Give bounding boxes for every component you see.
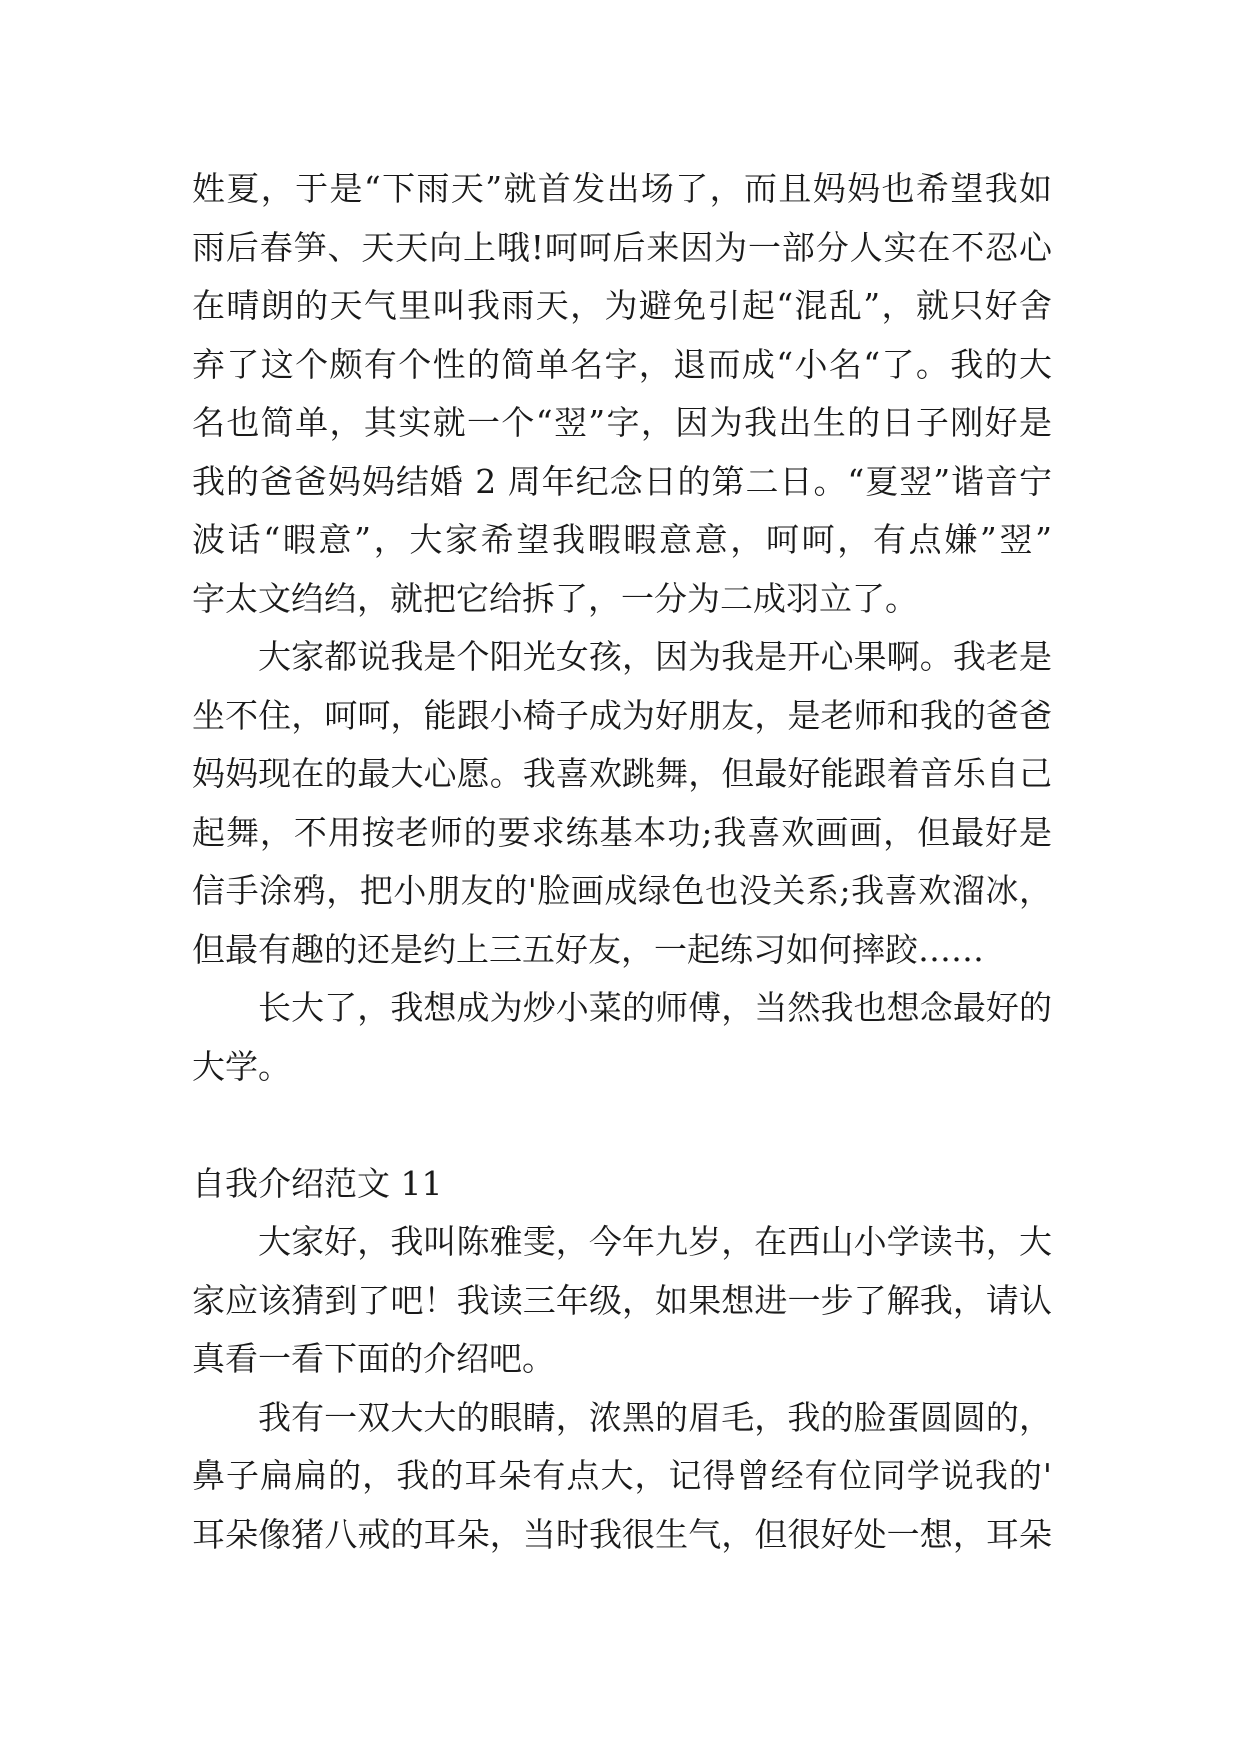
paragraph-personality [192,628,1052,979]
text-line: 在晴朗的天气里叫我雨天，为避免引起“混乱”，就只好舍 [192,286,1052,325]
text-line: 长大了，我想成为炒小菜的师傅，当然我也想念最好的 [258,988,1052,1027]
paragraph-greeting [192,1213,1052,1389]
paragraph-appearance [192,1389,1052,1565]
text-line: 姓夏，于是“下雨天”就首发出场了，而且妈妈也希望我如 [192,169,1052,208]
text-line: 我的爸爸妈妈结婚 2 周年纪念日的第二日。“夏翌”谐音宁 [192,461,1052,501]
text-line: 波话“暇意”，大家希望我暇暇意意，呵呵，有点嫌”翌” [192,520,1052,559]
text-line: 字太文绉绉，就把它给拆了，一分为二成羽立了。 [192,578,918,618]
text-line: 真看一看下面的介绍吧。 [192,1339,555,1378]
text-line: 大家好，我叫陈雅雯，今年九岁，在西山小学读书，大 [258,1222,1052,1261]
text-line: 信手涂鸦，把小朋友的'脸画成绿色也没关系;我喜欢溜冰， [192,871,1052,910]
text-line: 妈妈现在的最大心愿。我喜欢跳舞，但最好能跟着音乐自己 [192,754,1052,793]
text-line: 大学。 [192,1046,291,1086]
text-line: 家应该猜到了吧！我读三年级，如果想进一步了解我，请认 [192,1280,1052,1320]
text-line: 我有一双大大的眼睛，浓黑的眉毛，我的脸蛋圆圆的， [258,1397,1052,1437]
text-line: 弃了这个颇有个性的简单名字，退而成“小名“了。我的大 [192,344,1052,384]
section-gap [192,1096,1052,1155]
text-line: 但最有趣的还是约上三五好友，一起练习如何摔跤…… [192,929,984,969]
text-line: 雨后春笋、天天向上哦!呵呵后来因为一部分人实在不忍心 [192,227,1052,267]
document-body [192,160,1052,1564]
paragraph-future [192,979,1052,1096]
paragraph-name-origin [192,160,1052,628]
text-line: 坐不住，呵呵，能跟小椅子成为好朋友，是老师和我的爸爸 [192,695,1052,735]
text-line: 名也简单，其实就一个“翌”字，因为我出生的日子刚好是 [192,403,1052,442]
text-line: 鼻子扁扁的，我的耳朵有点大，记得曾经有位同学说我的' [192,1456,1052,1495]
section-title: 自我介绍范文 11 [192,1163,443,1203]
text-line: 耳朵像猪八戒的耳朵，当时我很生气，但很好处一想，耳朵 [192,1514,1052,1554]
text-line: 起舞，不用按老师的要求练基本功;我喜欢画画，但最好是 [192,812,1052,852]
text-line: 大家都说我是个阳光女孩，因为我是开心果啊。我老是 [258,637,1052,676]
